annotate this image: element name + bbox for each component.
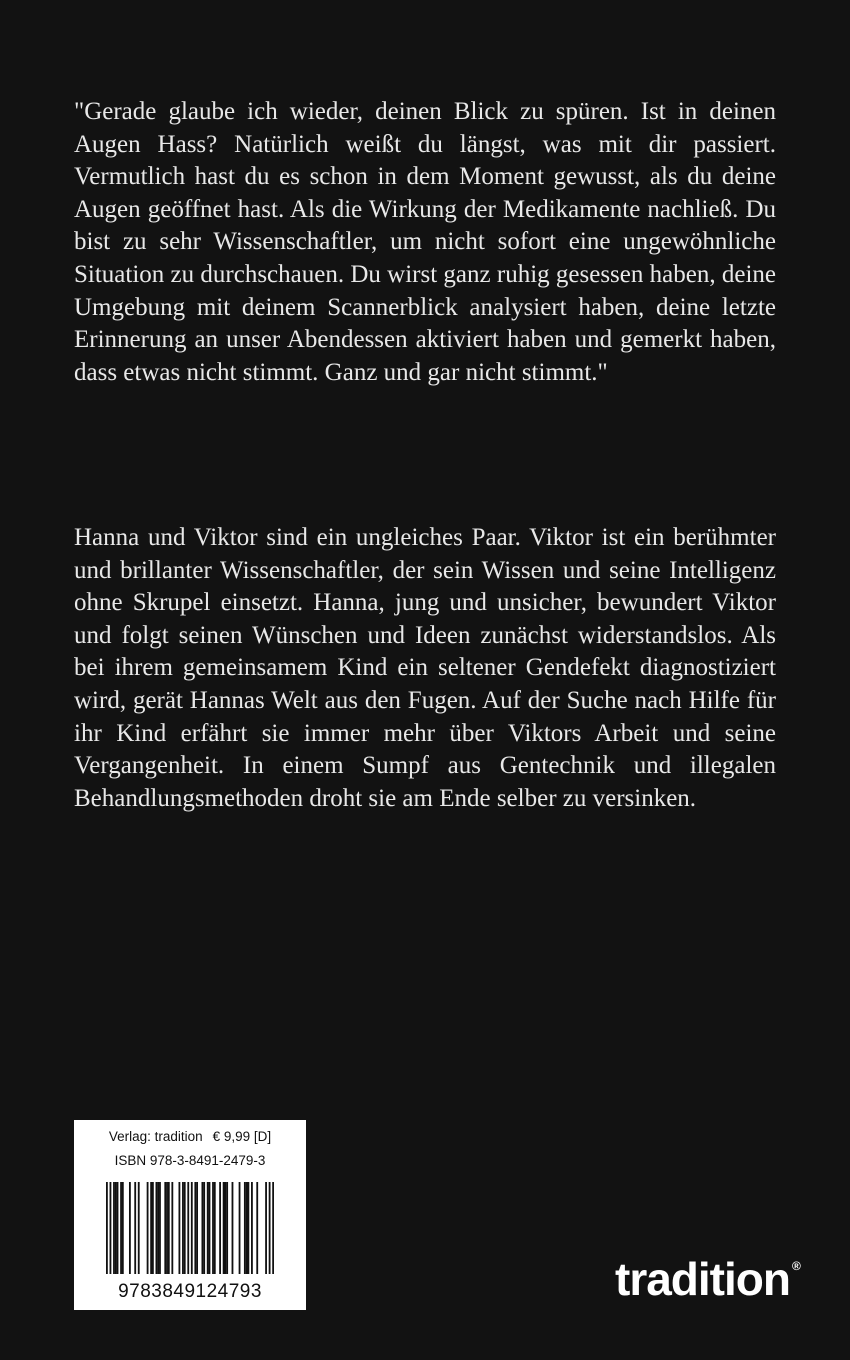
- barcode-bar: [113, 1182, 115, 1274]
- barcode-bar: [179, 1182, 181, 1274]
- barcode-bar: [232, 1182, 234, 1274]
- barcode-bar: [164, 1182, 166, 1274]
- barcode-bar: [256, 1182, 258, 1274]
- book-blurb: Hanna und Viktor sind ein ungleiches Paar. Viktor ist ein berühmter und brillanter Wissenschaftler, der sein Wissen und seine Intelligenz ohne Skrupel einsetzt. Hanna, jung und unsicher, bewundert Viktor und folgt seinen Wünschen und Ideen zunächst widerstandslos. Als bei ihrem gemeinsamem Kind ein seltener Gendefekt diagnostiziert wird, gerät Hannas Welt aus den Fugen. Auf der Suche nach Hilfe für ihr Kind erfährt sie immer mehr über Viktors Arbeit und seine Vergangenheit. In einem Sumpf aus Gentechnik und illegalen Behandlungsmethoden droht sie am Ende selber zu versinken.: [74, 524, 776, 812]
- barcode-bar: [150, 1182, 152, 1274]
- barcode-bar: [110, 1182, 112, 1274]
- tradition-logo: [615, 1253, 801, 1305]
- price-text: € 9,99 [D]: [212, 1129, 272, 1144]
- registered-mark: ®: [791, 1259, 801, 1273]
- barcode-digits: 9783849124793: [118, 1281, 262, 1302]
- barcode-bar: [134, 1182, 136, 1274]
- barcode-bar: [224, 1182, 226, 1274]
- barcode-bar: [166, 1182, 168, 1274]
- barcode-label: [74, 1120, 306, 1310]
- publisher-text: Verlag: tradition: [108, 1129, 203, 1144]
- barcode-bar: [209, 1182, 211, 1274]
- barcode-bar: [106, 1182, 108, 1274]
- barcode-bar: [187, 1182, 189, 1274]
- barcode-bar: [203, 1182, 205, 1274]
- barcode-bar: [223, 1182, 225, 1274]
- barcode-bars: [106, 1182, 274, 1274]
- barcode-bar: [115, 1182, 117, 1274]
- barcode-bar: [191, 1182, 193, 1274]
- barcode-bar: [201, 1182, 203, 1274]
- barcode-bar: [171, 1182, 173, 1274]
- barcode-bar: [184, 1182, 186, 1274]
- barcode-bar: [147, 1182, 149, 1274]
- cover-quote: "Gerade glaube ich wieder, deinen Blick zu spüren. Ist in deinen Augen Hass? Natürlich weißt du längst, was mit dir passiert. Vermutlich hast du es schon in dem Moment gewusst, als du deine Augen geöffnet hast. Als die Wirkung der Medikamente nachließ. Du bist zu sehr Wissenschaftler, um nicht sofort eine ungewöhnliche Situation zu durchschauen. Du wirst ganz ruhig gesessen haben, deine Umgebung mit deinem Scannerblick analysiert haben, deine letzte Erinnerung an unser Abendessen aktiviert haben und gemerkt haben, dass etwas nicht stimmt. Ganz und gar nicht stimmt.": [74, 98, 776, 386]
- barcode-bar: [239, 1182, 241, 1274]
- barcode-bar: [212, 1182, 214, 1274]
- barcode-bar: [117, 1182, 119, 1274]
- barcode-bar: [152, 1182, 154, 1274]
- barcode-bar: [269, 1182, 271, 1274]
- isbn-text: ISBN 978-3-8491-2479-3: [114, 1153, 266, 1168]
- barcode-bar: [207, 1182, 209, 1274]
- barcode-bar: [214, 1182, 216, 1274]
- barcode-bar: [272, 1182, 274, 1274]
- barcode-bar: [219, 1182, 221, 1274]
- logo-wordmark: tradition: [615, 1253, 790, 1305]
- barcode-bar: [138, 1182, 140, 1274]
- barcode-bar: [157, 1182, 159, 1274]
- barcode-bar: [129, 1182, 131, 1274]
- barcode-bar: [226, 1182, 228, 1274]
- barcode-bar: [122, 1182, 124, 1274]
- barcode-bar: [182, 1182, 184, 1274]
- barcode-bar: [194, 1182, 196, 1274]
- barcode-bar: [265, 1182, 267, 1274]
- barcode-bar: [159, 1182, 161, 1274]
- barcode-bar: [251, 1182, 253, 1274]
- barcode-bar: [244, 1182, 246, 1274]
- barcode-bar: [247, 1182, 249, 1274]
- barcode-bar: [168, 1182, 170, 1274]
- barcode-bar: [196, 1182, 198, 1274]
- barcode-bar: [120, 1182, 122, 1274]
- barcode-bar: [246, 1182, 248, 1274]
- publisher-price-line: [74, 1129, 306, 1144]
- barcode-bar: [156, 1182, 158, 1274]
